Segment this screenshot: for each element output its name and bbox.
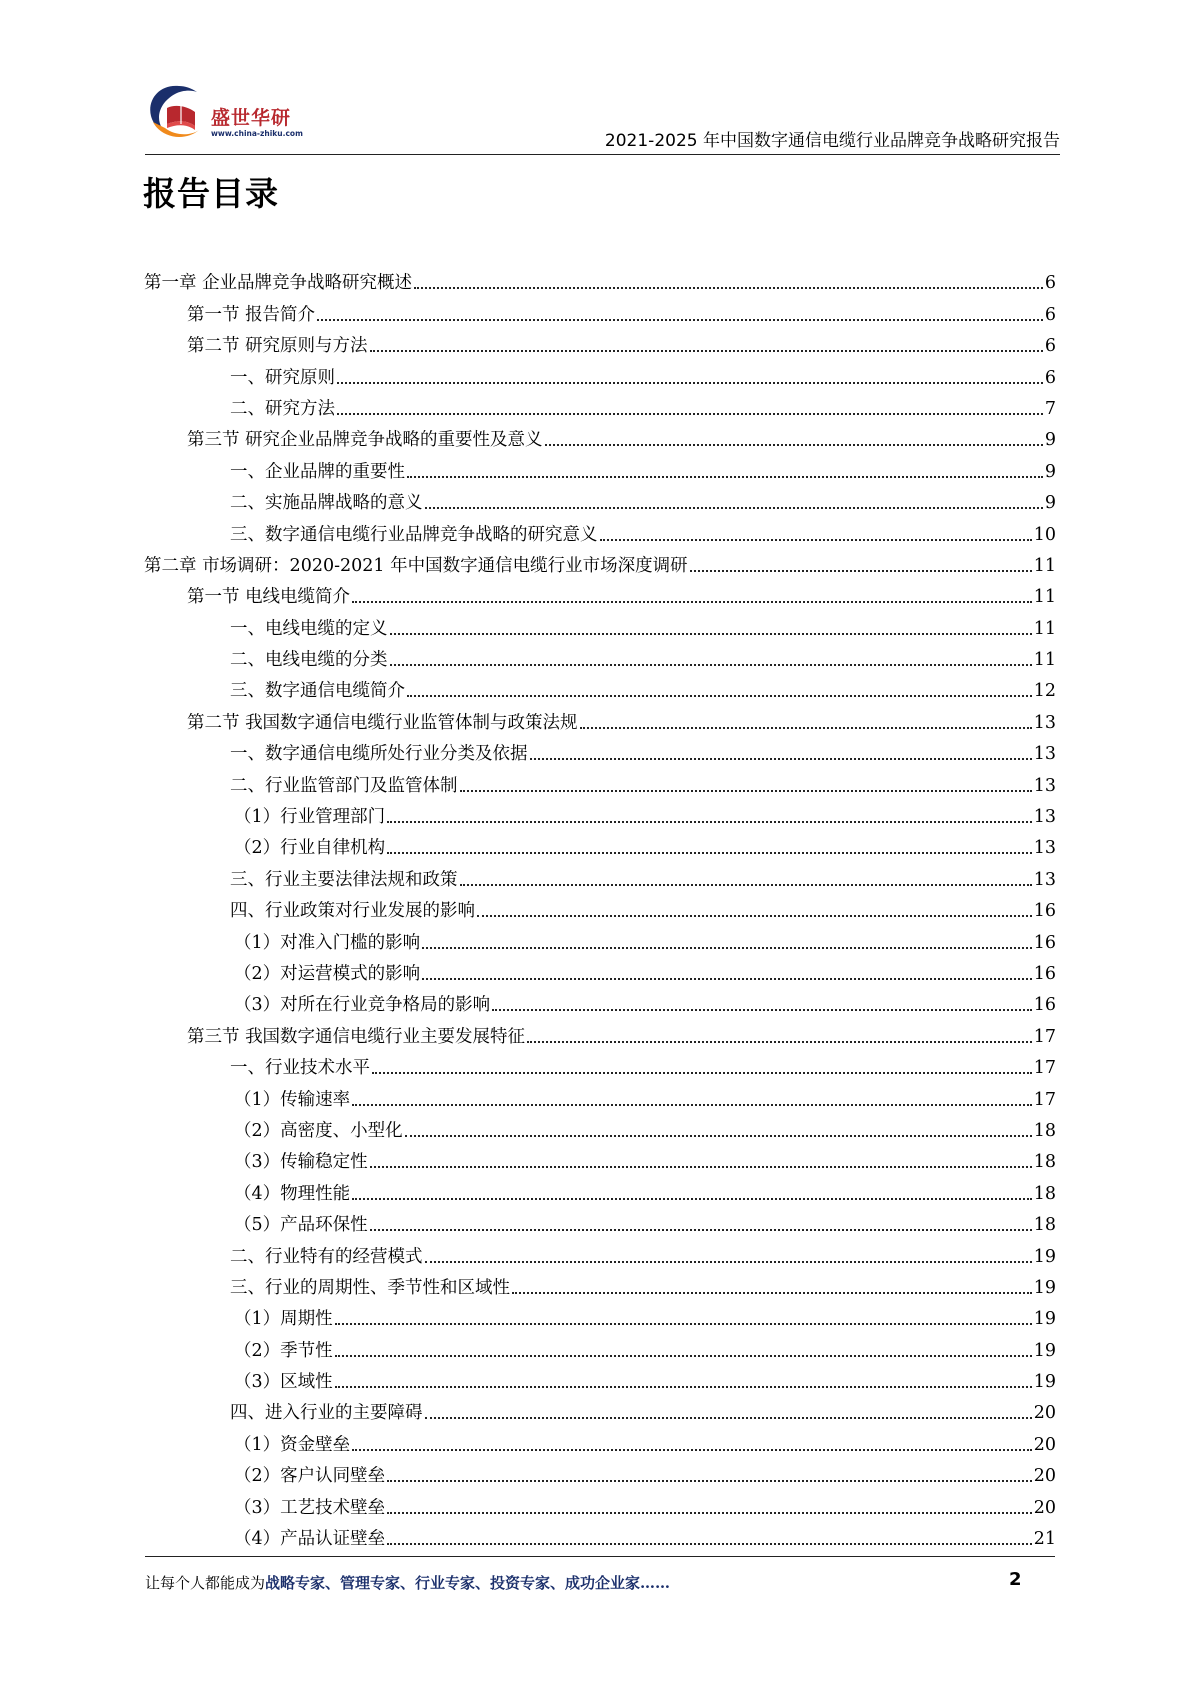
toc-entry-title: （2）高密度、小型化 xyxy=(234,1120,403,1141)
toc-entry[interactable] xyxy=(144,546,1056,577)
toc-entry[interactable] xyxy=(144,608,1056,639)
toc-entry-page: 11 xyxy=(1033,618,1056,639)
toc-entry[interactable] xyxy=(144,797,1056,828)
footer-slogan-prefix: 让每个人都能成为 xyxy=(145,1574,266,1592)
toc-dot-leader xyxy=(414,275,1043,289)
toc-entry-page: 18 xyxy=(1033,1152,1056,1173)
toc-dot-leader xyxy=(352,1437,1032,1451)
toc-entry-title: （2）客户认同壁垒 xyxy=(234,1466,386,1487)
toc-dot-leader xyxy=(405,1123,1032,1137)
toc-entry[interactable] xyxy=(144,1487,1056,1518)
toc-entry[interactable] xyxy=(144,765,1056,796)
toc-entry[interactable] xyxy=(144,985,1056,1016)
toc-entry[interactable] xyxy=(144,1111,1056,1142)
toc-entry-page: 7 xyxy=(1044,398,1056,419)
toc-entry[interactable] xyxy=(144,640,1056,671)
toc-entry[interactable] xyxy=(144,954,1056,985)
toc-entry-title: 四、行业政策对行业发展的影响 xyxy=(230,901,475,922)
toc-entry[interactable] xyxy=(144,389,1056,420)
toc-entry-title: 一、企业品牌的重要性 xyxy=(230,461,405,482)
toc-entry[interactable] xyxy=(144,1205,1056,1236)
toc-dot-leader xyxy=(407,464,1043,478)
toc-entry-title: （3）传输稳定性 xyxy=(234,1152,368,1173)
toc-entry[interactable] xyxy=(144,702,1056,733)
toc-entry-title: （5）产品环保性 xyxy=(234,1215,368,1236)
toc-entry-page: 9 xyxy=(1044,461,1056,482)
toc-entry-title: （1）资金壁垒 xyxy=(234,1434,351,1455)
toc-entry[interactable] xyxy=(144,671,1056,702)
toc-entry-title: （3）工艺技术壁垒 xyxy=(234,1497,386,1518)
toc-entry[interactable] xyxy=(144,1236,1056,1267)
toc-dot-leader xyxy=(690,558,1032,572)
toc-entry-title: 一、数字通信电缆所处行业分类及依据 xyxy=(230,744,528,765)
toc-dot-leader xyxy=(337,370,1043,384)
toc-entry[interactable] xyxy=(144,357,1056,388)
toc-dot-leader xyxy=(425,1405,1032,1419)
document-title: 2021-2025 年中国数字通信电缆行业品牌竞争战略研究报告 xyxy=(604,131,1060,151)
toc-entry-title: 第二章 市场调研：2020-2021 年中国数字通信电缆行业市场深度调研 xyxy=(144,555,688,576)
toc-entry-title: 三、行业的周期性、季节性和区域性 xyxy=(230,1277,510,1298)
toc-dot-leader xyxy=(352,1092,1032,1106)
toc-dot-leader xyxy=(527,1029,1032,1043)
toc-entry[interactable] xyxy=(144,828,1056,859)
logo-swoosh-icon xyxy=(145,82,209,144)
toc-entry-title: 二、电线电缆的分类 xyxy=(230,650,388,671)
toc-entry[interactable] xyxy=(144,859,1056,890)
toc-entry-title: 第一节 报告简介 xyxy=(187,304,316,325)
toc-dot-leader xyxy=(335,1343,1032,1357)
toc-entry-title: 一、电线电缆的定义 xyxy=(230,618,388,639)
toc-entry[interactable] xyxy=(144,1456,1056,1487)
toc-entry-page: 20 xyxy=(1033,1403,1056,1424)
toc-entry-page: 20 xyxy=(1033,1466,1056,1487)
toc-entry-page: 13 xyxy=(1033,838,1056,859)
toc-entry-page: 13 xyxy=(1033,744,1056,765)
toc-entry-title: （1）周期性 xyxy=(234,1309,333,1330)
logo-url: www.china-zhiku.com xyxy=(211,129,303,138)
toc-entry[interactable] xyxy=(144,294,1056,325)
toc-dot-leader xyxy=(545,432,1043,446)
toc-entry-title: 二、研究方法 xyxy=(230,398,335,419)
toc-dot-leader xyxy=(370,1154,1032,1168)
toc-dot-leader xyxy=(512,1280,1032,1294)
toc-entry-title: 第一节 电线电缆简介 xyxy=(187,587,351,608)
toc-entry[interactable] xyxy=(144,1142,1056,1173)
toc-entry-title: 三、数字通信电缆简介 xyxy=(230,681,405,702)
toc-entry-page: 18 xyxy=(1033,1120,1056,1141)
toc-dot-leader xyxy=(387,840,1032,854)
toc-dot-leader xyxy=(390,621,1032,635)
toc-entry-page: 13 xyxy=(1033,775,1056,796)
page-number: 2 xyxy=(1009,1569,1022,1590)
toc-entry-title: （3）对所在行业竞争格局的影响 xyxy=(234,995,491,1016)
toc-entry-title: 第三节 我国数字通信电缆行业主要发展特征 xyxy=(187,1026,526,1047)
toc-entry[interactable] xyxy=(144,577,1056,608)
toc-dot-leader xyxy=(335,1311,1032,1325)
toc-dot-leader xyxy=(477,903,1032,917)
toc-entry-page: 11 xyxy=(1033,587,1056,608)
toc-entry-title: 第一章 企业品牌竞争战略研究概述 xyxy=(144,273,413,294)
toc-entry[interactable] xyxy=(144,1393,1056,1424)
toc-entry-page: 17 xyxy=(1033,1089,1056,1110)
toc-entry-title: （1）行业管理部门 xyxy=(234,807,386,828)
toc-entry-title: 第二节 我国数字通信电缆行业监管体制与政策法规 xyxy=(187,712,578,733)
toc-entry[interactable] xyxy=(144,263,1056,294)
toc-entry-page: 11 xyxy=(1033,650,1056,671)
toc-dot-leader xyxy=(422,935,1032,949)
toc-entry-page: 19 xyxy=(1033,1340,1056,1361)
toc-entry-title: 第三节 研究企业品牌竞争战略的重要性及意义 xyxy=(187,430,543,451)
toc-entry[interactable] xyxy=(144,1362,1056,1393)
toc-dot-leader xyxy=(387,1531,1032,1545)
toc-entry-page: 19 xyxy=(1033,1277,1056,1298)
toc-dot-leader xyxy=(387,1500,1032,1514)
toc-entry-title: （1）传输速率 xyxy=(234,1089,351,1110)
toc-entry[interactable] xyxy=(144,1268,1056,1299)
page-header xyxy=(145,78,1060,158)
toc-entry[interactable] xyxy=(144,1519,1056,1550)
toc-dot-leader xyxy=(387,809,1032,823)
toc-dot-leader xyxy=(600,527,1032,541)
logo xyxy=(145,78,315,148)
toc-entry-page: 13 xyxy=(1033,712,1056,733)
toc-entry-page: 13 xyxy=(1033,807,1056,828)
toc-dot-leader xyxy=(317,307,1043,321)
toc-entry-title: 一、行业技术水平 xyxy=(230,1058,370,1079)
logo-name: 盛世华研 xyxy=(211,107,292,129)
toc-entry-title: 一、研究原则 xyxy=(230,367,335,388)
toc-dot-leader xyxy=(372,1060,1032,1074)
toc-dot-leader xyxy=(580,715,1032,729)
toc-dot-leader xyxy=(460,872,1032,886)
toc-entry-page: 6 xyxy=(1044,273,1056,294)
toc-entry-title: （1）对准入门槛的影响 xyxy=(234,932,421,953)
toc-entry-page: 6 xyxy=(1044,304,1056,325)
toc-entry-page: 10 xyxy=(1033,524,1056,545)
toc-entry[interactable] xyxy=(144,1048,1056,1079)
toc-entry-page: 16 xyxy=(1033,963,1056,984)
toc-dot-leader xyxy=(460,778,1032,792)
page-title: 报告目录 xyxy=(143,174,279,213)
toc-entry-title: （4）物理性能 xyxy=(234,1183,351,1204)
toc-entry[interactable] xyxy=(144,483,1056,514)
toc-entry-page: 18 xyxy=(1033,1183,1056,1204)
toc-entry-page: 17 xyxy=(1033,1026,1056,1047)
toc-entry-page: 17 xyxy=(1033,1058,1056,1079)
table-of-contents xyxy=(144,263,1056,1550)
footer-slogan xyxy=(145,1572,670,1593)
toc-entry[interactable] xyxy=(144,1173,1056,1204)
toc-entry[interactable] xyxy=(144,1424,1056,1455)
toc-entry-title: （3）区域性 xyxy=(234,1372,333,1393)
footer-divider xyxy=(145,1556,1055,1557)
toc-entry-page: 19 xyxy=(1033,1309,1056,1330)
toc-entry-title: 二、行业特有的经营模式 xyxy=(230,1246,423,1267)
toc-entry-page: 6 xyxy=(1044,336,1056,357)
toc-dot-leader xyxy=(352,1186,1032,1200)
toc-dot-leader xyxy=(335,1374,1032,1388)
toc-entry-title: （4）产品认证壁垒 xyxy=(234,1529,386,1550)
toc-entry[interactable] xyxy=(144,326,1056,357)
toc-entry-page: 16 xyxy=(1033,932,1056,953)
toc-dot-leader xyxy=(370,338,1043,352)
toc-entry-title: 第二节 研究原则与方法 xyxy=(187,336,368,357)
toc-entry-page: 21 xyxy=(1033,1529,1056,1550)
toc-entry-title: （2）对运营模式的影响 xyxy=(234,963,421,984)
toc-entry-page: 9 xyxy=(1044,430,1056,451)
toc-entry-page: 16 xyxy=(1033,995,1056,1016)
toc-entry-page: 9 xyxy=(1044,493,1056,514)
toc-dot-leader xyxy=(387,1468,1032,1482)
toc-entry-page: 6 xyxy=(1044,367,1056,388)
toc-entry-page: 13 xyxy=(1033,869,1056,890)
toc-dot-leader xyxy=(390,652,1032,666)
toc-entry-title: （2）季节性 xyxy=(234,1340,333,1361)
toc-entry-title: 三、行业主要法律法规和政策 xyxy=(230,869,458,890)
toc-entry[interactable] xyxy=(144,1079,1056,1110)
toc-entry-title: 四、进入行业的主要障碍 xyxy=(230,1403,423,1424)
header-divider xyxy=(145,154,1060,155)
toc-entry[interactable] xyxy=(144,451,1056,482)
toc-entry[interactable] xyxy=(144,514,1056,545)
toc-entry-page: 12 xyxy=(1033,681,1056,702)
toc-entry[interactable] xyxy=(144,734,1056,765)
toc-entry-page: 16 xyxy=(1033,901,1056,922)
toc-entry-page: 18 xyxy=(1033,1215,1056,1236)
toc-entry[interactable] xyxy=(144,891,1056,922)
toc-entry-title: （2）行业自律机构 xyxy=(234,838,386,859)
toc-entry[interactable] xyxy=(144,1299,1056,1330)
toc-entry-page: 20 xyxy=(1033,1434,1056,1455)
toc-dot-leader xyxy=(352,589,1032,603)
toc-entry[interactable] xyxy=(144,1330,1056,1361)
toc-dot-leader xyxy=(422,966,1032,980)
toc-entry-title: 二、行业监管部门及监管体制 xyxy=(230,775,458,796)
toc-entry-page: 11 xyxy=(1033,555,1056,576)
toc-entry[interactable] xyxy=(144,922,1056,953)
toc-entry[interactable] xyxy=(144,1016,1056,1047)
toc-dot-leader xyxy=(370,1217,1032,1231)
toc-dot-leader xyxy=(407,683,1032,697)
toc-dot-leader xyxy=(425,495,1043,509)
toc-entry[interactable] xyxy=(144,420,1056,451)
toc-dot-leader xyxy=(492,997,1032,1011)
toc-entry-page: 20 xyxy=(1033,1497,1056,1518)
footer-slogan-emphasis: 战略专家、管理专家、行业专家、投资专家、成功企业家…… xyxy=(265,1574,671,1592)
toc-entry-title: 二、实施品牌战略的意义 xyxy=(230,493,423,514)
toc-entry-title: 三、数字通信电缆行业品牌竞争战略的研究意义 xyxy=(230,524,598,545)
toc-entry-page: 19 xyxy=(1033,1246,1056,1267)
toc-dot-leader xyxy=(337,401,1043,415)
toc-dot-leader xyxy=(425,1249,1032,1263)
toc-entry-page: 19 xyxy=(1033,1372,1056,1393)
toc-dot-leader xyxy=(530,746,1032,760)
